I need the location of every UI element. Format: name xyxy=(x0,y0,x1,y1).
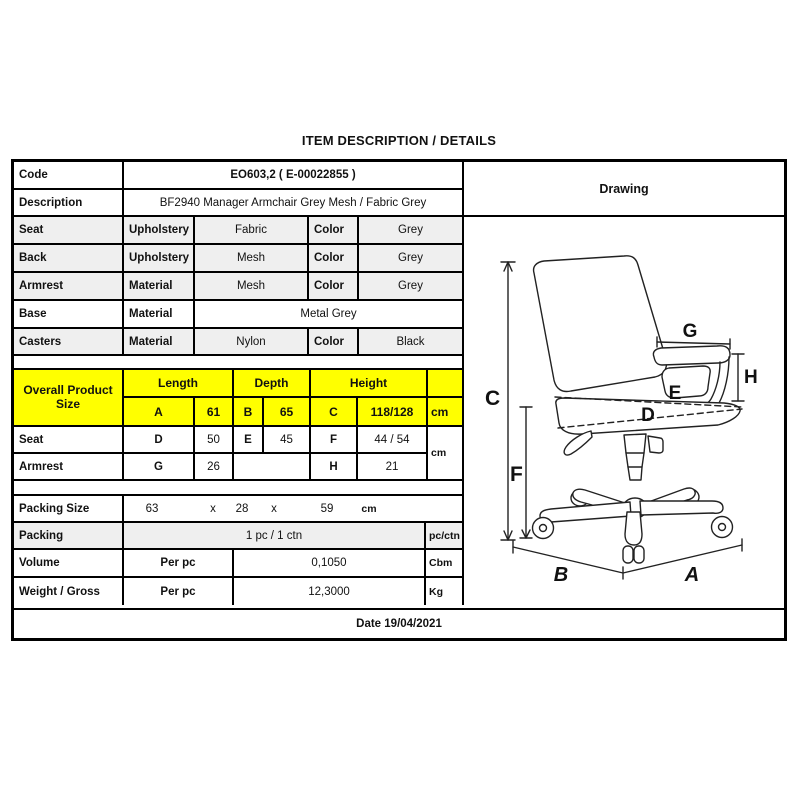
date-row: Date 19/04/2021 xyxy=(14,608,784,638)
dim-e-value: 45 xyxy=(264,427,311,452)
drawing-header: Drawing xyxy=(464,162,784,217)
drawing-panel xyxy=(464,162,784,608)
armrest-color-label: Color xyxy=(309,273,359,299)
dim-label-b: B xyxy=(553,564,569,586)
seat-color-label: Color xyxy=(309,217,359,243)
packing-value: 1 pc / 1 ctn xyxy=(124,523,426,548)
base-value: Metal Grey xyxy=(195,301,464,327)
packing-size-row xyxy=(14,496,464,523)
description-value: BF2940 Manager Armchair Grey Mesh / Fabric Grey xyxy=(124,190,464,215)
table-row xyxy=(14,301,464,329)
chair-armrest-right xyxy=(653,346,730,410)
dim-a-value: 61 xyxy=(195,398,234,425)
casters-color-label: Color xyxy=(309,329,359,354)
armrest-attr: Material xyxy=(124,273,195,299)
dim-line-h xyxy=(732,354,744,401)
dim-c-key: C xyxy=(311,398,358,425)
seat-size-label: Seat xyxy=(14,427,124,452)
casters-color-value: Black xyxy=(359,329,464,354)
dim-f-key: F xyxy=(311,427,358,452)
packing-size-v3: 59 xyxy=(320,502,334,515)
overall-unit: cm xyxy=(428,398,464,425)
weight-per: Per pc xyxy=(124,578,234,605)
back-attr: Upholstery xyxy=(124,245,195,271)
chair-drawing xyxy=(464,217,784,603)
weight-value: 12,3000 xyxy=(234,578,426,605)
dim-label-c: C xyxy=(485,387,501,410)
armrest-blank-cell xyxy=(234,454,311,479)
weight-unit: Kg xyxy=(426,578,464,605)
dim-label-a: A xyxy=(684,564,700,586)
dim-e-key: E xyxy=(234,427,264,452)
volume-unit: Cbm xyxy=(426,550,464,576)
base-arm-front xyxy=(625,512,642,545)
spec-sheet xyxy=(11,159,787,641)
page-title: ITEM DESCRIPTION / DETAILS xyxy=(301,133,497,148)
chair-gas-lift xyxy=(624,434,663,480)
table-row xyxy=(14,329,464,356)
spacer-row xyxy=(14,481,464,496)
spacer-row xyxy=(14,356,464,370)
table-row xyxy=(14,217,464,245)
dim-b-key: B xyxy=(234,398,264,425)
seat-label: Seat xyxy=(14,217,124,243)
armrest-label: Armrest xyxy=(14,273,124,299)
volume-value: 0,1050 xyxy=(234,550,426,576)
caster-left xyxy=(533,518,554,539)
back-color-label: Color xyxy=(309,245,359,271)
back-color-value: Grey xyxy=(359,245,464,271)
packing-size-unit: cm xyxy=(361,502,377,515)
chair-backrest xyxy=(534,256,667,392)
dim-d-key: D xyxy=(124,427,195,452)
packing-size-v2: 28 xyxy=(235,502,249,515)
dim-label-g: G xyxy=(682,321,698,342)
packing-row xyxy=(14,523,464,550)
seat-color-value: Grey xyxy=(359,217,464,243)
dim-label-d: D xyxy=(641,405,655,426)
packing-size-label: Packing Size xyxy=(14,496,124,521)
dim-g-value: 26 xyxy=(195,454,234,479)
dim-b-value: 65 xyxy=(264,398,311,425)
chair-base xyxy=(533,488,733,563)
dim-h-value: 21 xyxy=(358,454,428,479)
packing-label: Packing xyxy=(14,523,124,548)
armrest-value: Mesh xyxy=(195,273,309,299)
packing-size-sep1: x xyxy=(210,502,216,515)
casters-attr: Material xyxy=(124,329,195,354)
armrest-size-label: Armrest xyxy=(14,454,124,479)
dim-d-value: 50 xyxy=(195,427,234,452)
weight-row xyxy=(14,578,464,605)
height-header: Height xyxy=(311,370,428,396)
back-value: Mesh xyxy=(195,245,309,271)
packing-size-sep2: x xyxy=(271,502,277,515)
unit-header-blank xyxy=(428,370,464,396)
dim-a-key: A xyxy=(124,398,195,425)
size-header-block xyxy=(14,370,464,427)
dim-g-key: G xyxy=(124,454,195,479)
seat-value: Fabric xyxy=(195,217,309,243)
armrest-color-value: Grey xyxy=(359,273,464,299)
table-row xyxy=(14,245,464,273)
dim-h-key: H xyxy=(311,454,358,479)
length-header: Length xyxy=(124,370,234,396)
base-arm-right xyxy=(640,501,723,515)
code-label: Code xyxy=(14,162,124,188)
caster-front xyxy=(623,546,644,563)
dim-label-h: H xyxy=(744,367,758,388)
base-attr: Material xyxy=(124,301,195,327)
packing-size-value xyxy=(124,496,464,521)
caster-right xyxy=(712,517,733,538)
size-row-unit: cm xyxy=(428,427,464,479)
spec-table xyxy=(14,162,464,608)
dim-label-f: F xyxy=(510,463,523,486)
description-label: Description xyxy=(14,190,124,215)
size-corner-label: Overall Product Size xyxy=(14,370,124,425)
casters-label: Casters xyxy=(14,329,124,354)
table-row xyxy=(14,273,464,301)
code-value: EO603,2 ( E-00022855 ) xyxy=(124,162,464,188)
back-label: Back xyxy=(14,245,124,271)
weight-label: Weight / Gross xyxy=(14,578,124,605)
dim-label-e: E xyxy=(668,383,682,404)
dim-c-value: 118/128 xyxy=(358,398,428,425)
packing-size-v1: 63 xyxy=(145,502,159,515)
code-row xyxy=(14,162,464,190)
packing-unit: pc/ctn xyxy=(426,523,464,548)
volume-row xyxy=(14,550,464,578)
volume-per: Per pc xyxy=(124,550,234,576)
size-body-block xyxy=(14,427,464,481)
volume-label: Volume xyxy=(14,550,124,576)
casters-value: Nylon xyxy=(195,329,309,354)
depth-header: Depth xyxy=(234,370,311,396)
base-label: Base xyxy=(14,301,124,327)
seat-attr: Upholstery xyxy=(124,217,195,243)
dim-line-c xyxy=(501,262,515,540)
dim-f-value: 44 / 54 xyxy=(358,427,428,452)
drawing-area xyxy=(464,217,784,608)
description-row xyxy=(14,190,464,217)
